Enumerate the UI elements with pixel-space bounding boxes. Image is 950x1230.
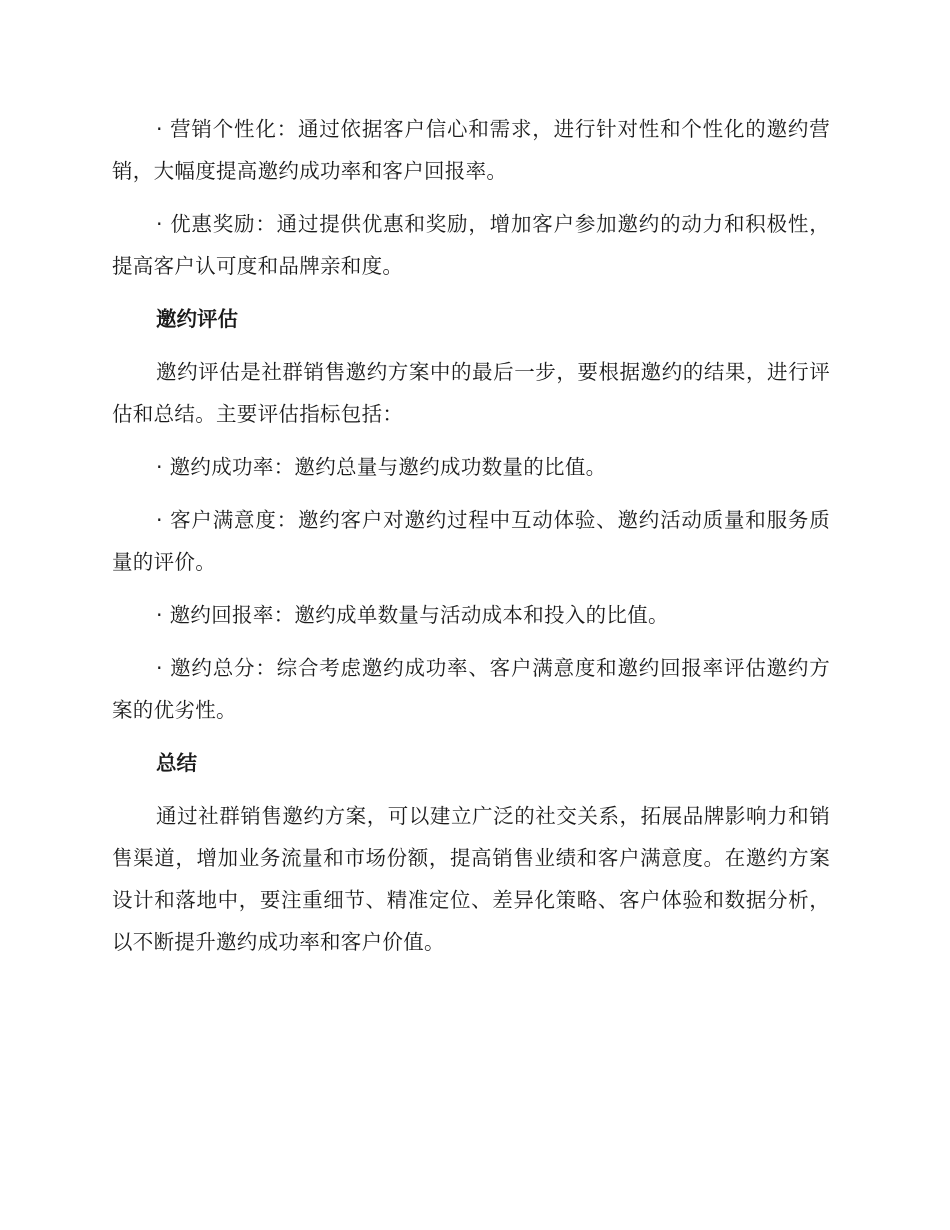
bullet-success-rate: · 邀约成功率：邀约总量与邀约成功数量的比值。	[156, 455, 607, 479]
bullet-discount-rewards: · 优惠奖励：通过提供优惠和奖励，增加客户参加邀约的动力和积极性，提高客户认可度和品牌亲和度。	[112, 212, 830, 278]
paragraph-summary: 通过社群销售邀约方案，可以建立广泛的社交关系，拓展品牌影响力和销售渠道，增加业务流量和市场份额，提高销售业绩和客户满意度。在邀约方案设计和落地中，要注重细节、精准定位、差异化策略、客户体验和数据分析，以不断提升邀约成功率和客户价值。	[112, 804, 830, 954]
section-heading-evaluation: 邀约评估	[156, 307, 238, 331]
bullet-customer-satisfaction: · 客户满意度：邀约客户对邀约过程中互动体验、邀约活动质量和服务质量的评价。	[112, 508, 830, 574]
section-heading-summary: 总结	[156, 751, 197, 775]
bullet-return-rate: · 邀约回报率：邀约成单数量与活动成本和投入的比值。	[156, 603, 669, 627]
bullet-total-score: · 邀约总分：综合考虑邀约成功率、客户满意度和邀约回报率评估邀约方案的优劣性。	[112, 656, 830, 722]
paragraph-evaluation-intro: 邀约评估是社群销售邀约方案中的最后一步，要根据邀约的结果，进行评估和总结。主要评估指标包括：	[112, 360, 830, 426]
bullet-personalized-marketing: · 营销个性化：通过依据客户信心和需求，进行针对性和个性化的邀约营销，大幅度提高邀约成功率和客户回报率。	[112, 117, 830, 183]
